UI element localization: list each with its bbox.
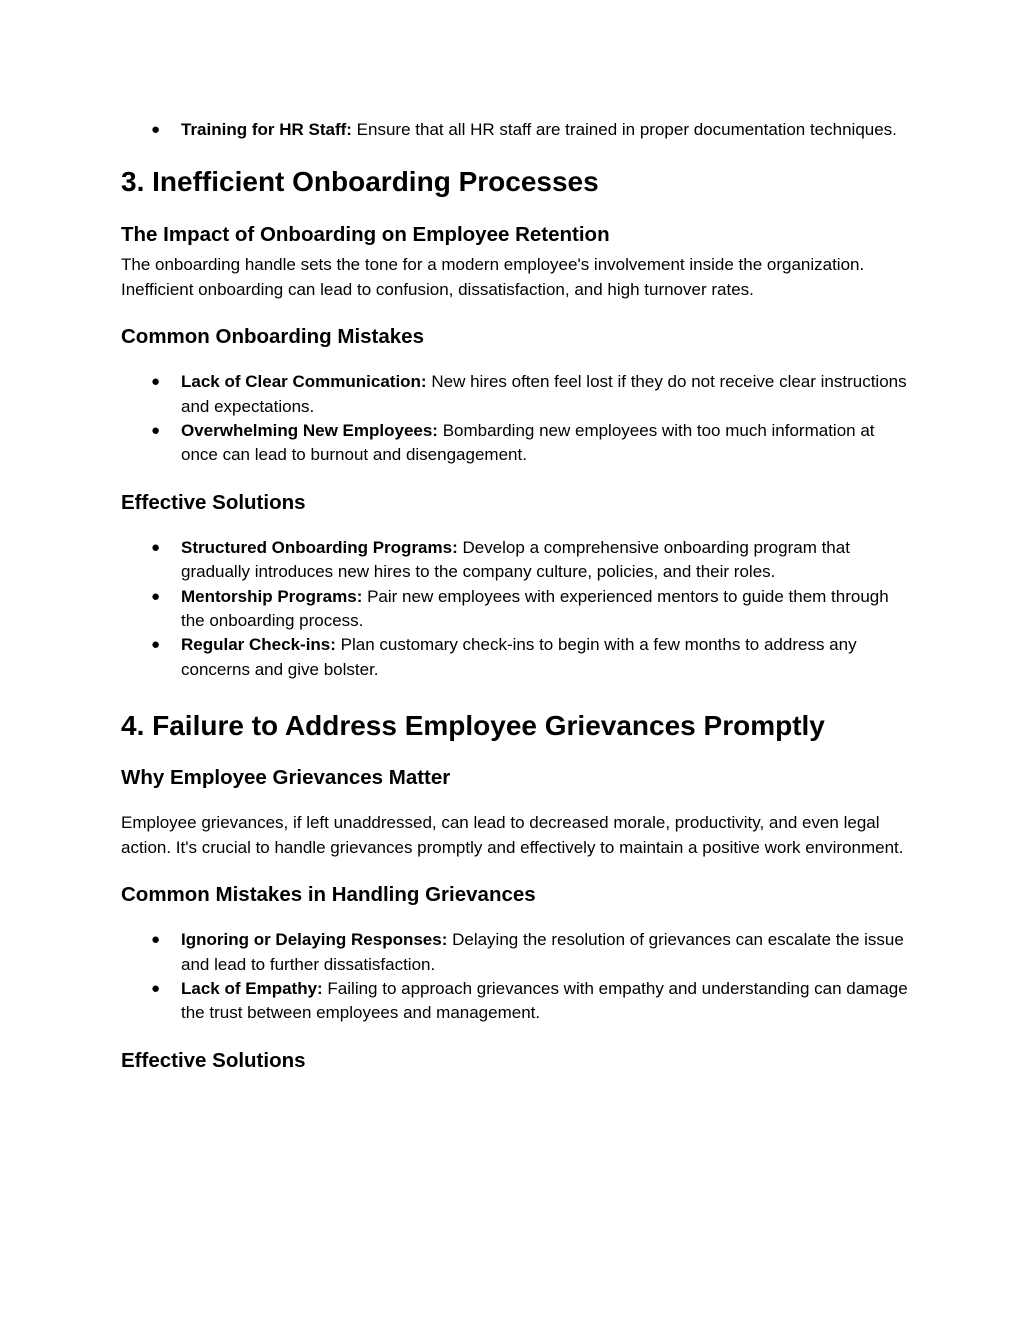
item-bold-label: Mentorship Programs: [181,586,363,606]
list-item [121,536,911,585]
section-4-heading: 4. Failure to Address Employee Grievances Promptly [121,710,825,742]
item-text: New hires often feel lost if they do not receive clear instructions and expectations. [181,372,907,416]
item-text: Bombarding new employees with too much information at once can lead to burnout and disengagement. [181,421,875,465]
document-page [121,118,911,1074]
bullet-icon: ● [151,636,161,654]
bullet-icon: ● [151,373,161,391]
impact-heading: The Impact of Onboarding on Employee Retention [121,223,610,247]
impact-paragraph: The onboarding handle sets the tone for a modern employee's involvement inside the organization. Inefficient onboarding can lead to confusion, dissatisfaction, and high turnover rates. [121,255,865,299]
item-text: Failing to approach grievances with empathy and understanding can damage the trust between employees and management. [181,978,908,1023]
list-item [121,118,911,142]
list-item [121,633,911,682]
bullet-icon: ● [151,931,161,949]
list-item [121,585,911,634]
training-list [121,118,911,142]
item-bold-label: Training for HR Staff: [181,120,352,139]
onboarding-solutions-heading: Effective Solutions [121,490,306,514]
grievances-why-heading: Why Employee Grievances Matter [121,766,451,790]
list-item [121,419,911,468]
item-text: Plan customary check-ins to begin with a few months to address any concerns and give bolster. [181,635,857,679]
bullet-icon: ● [151,538,161,556]
item-text: Develop a comprehensive onboarding program that gradually introduces new hires to the company culture, policies, and their roles. [181,537,850,582]
list-item [121,977,911,1026]
item-text: Pair new employees with experienced mentors to guide them through the onboarding process. [181,586,889,631]
bullet-icon: ● [151,422,161,440]
grievances-mistakes-list [121,928,911,1026]
item-bold-label: Lack of Empathy: [181,978,323,998]
item-bold-label: Regular Check-ins: [181,635,336,655]
grievances-why-paragraph: Employee grievances, if left unaddressed, can lead to decreased morale, productivity, and even legal action. It's crucial to handle grievances promptly and effectively to maintain a positive work environment. [121,813,904,857]
item-bold-label: Overwhelming New Employees: [181,421,438,441]
bullet-icon: ● [151,121,161,138]
bullet-icon: ● [151,979,161,997]
onboarding-mistakes-list [121,370,911,468]
bullet-icon: ● [151,587,161,605]
grievances-solutions-heading: Effective Solutions [121,1048,306,1072]
item-text: Delaying the resolution of grievances can escalate the issue and lead to further dissatisfaction. [181,930,904,974]
item-bold-label: Structured Onboarding Programs: [181,537,458,557]
list-item [121,928,911,977]
item-bold-label: Ignoring or Delaying Responses: [181,930,448,950]
list-item [121,370,911,419]
item-bold-label: Lack of Clear Communication: [181,372,427,392]
item-text: Ensure that all HR staff are trained in proper documentation techniques. [351,120,897,139]
grievances-mistakes-heading: Common Mistakes in Handling Grievances [121,883,536,907]
onboarding-solutions-list [121,536,911,682]
section-3-heading: 3. Inefficient Onboarding Processes [121,166,599,198]
onboarding-mistakes-heading: Common Onboarding Mistakes [121,325,424,349]
